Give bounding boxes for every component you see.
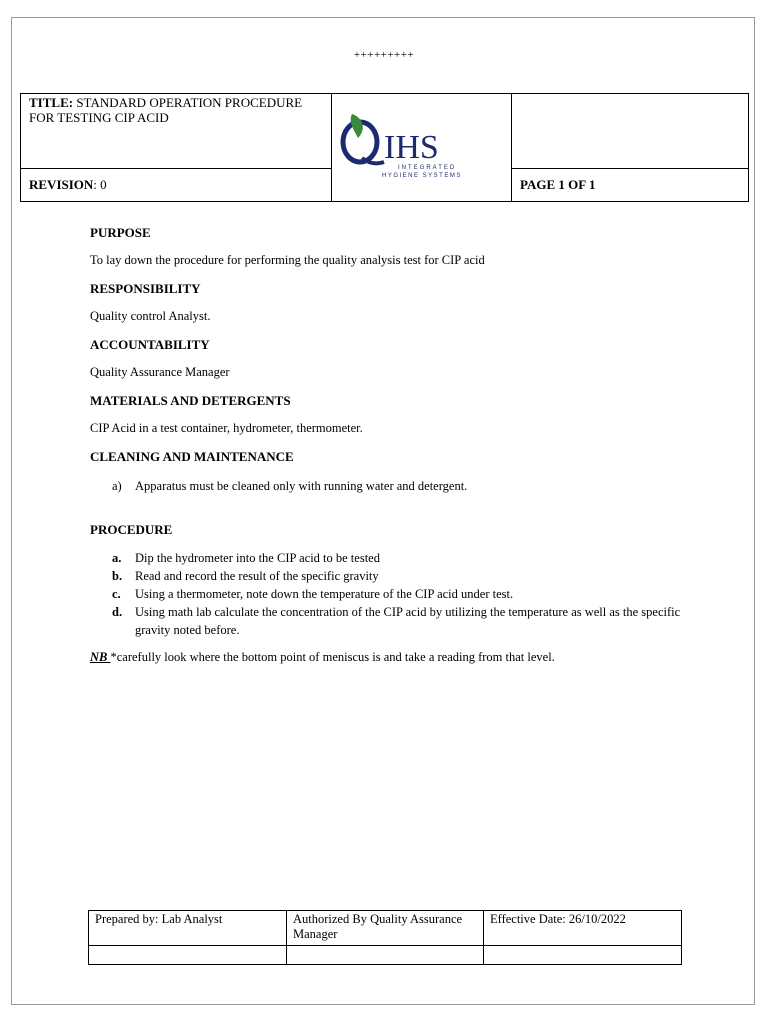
title-text: STANDARD OPERATION PROCEDURE FOR TESTING CIP ACID — [29, 95, 303, 125]
page-cell — [512, 169, 749, 202]
logo-brand: IHS — [384, 128, 439, 166]
materials-text: CIP Acid in a test container, hydrometer, thermometer. — [90, 421, 363, 435]
note-paragraph — [90, 650, 555, 665]
list-item-text: Dip the hydrometer into the CIP acid to be tested — [135, 551, 380, 565]
list-marker: a. — [112, 551, 122, 565]
procedure-heading: PROCEDURE — [90, 522, 173, 537]
logo-line1: INTEGRATED — [398, 164, 457, 171]
document-header-table — [20, 93, 749, 202]
procedure-list — [90, 549, 690, 639]
signature-cell — [287, 946, 484, 965]
logo-tail-icon — [362, 158, 384, 163]
materials-heading: MATERIALS AND DETERGENTS — [90, 393, 291, 408]
list-item-text: Apparatus must be cleaned only with running water and detergent. — [135, 479, 468, 493]
list-marker: d. — [112, 605, 123, 619]
list-item-text: Using math lab calculate the concentration of the CIP acid by utilizing the temperature as well as the specific gravity noted before. — [135, 605, 681, 637]
list-marker: b. — [112, 569, 123, 583]
signature-cell — [89, 946, 287, 965]
list-item — [90, 603, 690, 639]
accountability-text: Quality Assurance Manager — [90, 365, 230, 379]
logo-leaf-icon — [351, 114, 363, 138]
list-marker: c. — [112, 587, 121, 601]
effective-date-cell: Effective Date: 26/10/2022 — [484, 911, 682, 946]
cleaning-list — [90, 477, 690, 495]
signature-cell — [484, 946, 682, 965]
responsibility-heading: RESPONSIBILITY — [90, 281, 201, 296]
logo-cell — [332, 94, 512, 202]
list-item-text: Read and record the result of the specific gravity — [135, 569, 379, 583]
company-logo — [332, 108, 472, 188]
title-cell — [21, 94, 332, 169]
list-item — [90, 477, 690, 495]
note-text: *carefully look where the bottom point of meniscus is and take a reading from that level. — [110, 650, 555, 664]
approval-table — [88, 910, 682, 965]
header-mark: +++++++++ — [353, 49, 415, 61]
revision-label: REVISION — [29, 177, 94, 192]
responsibility-text: Quality control Analyst. — [90, 309, 211, 323]
title-label: TITLE: — [29, 95, 74, 110]
page-label: PAGE 1 OF 1 — [520, 177, 596, 192]
purpose-heading: PURPOSE — [90, 225, 151, 240]
cleaning-heading: CLEANING AND MAINTENANCE — [90, 449, 294, 464]
purpose-text: To lay down the procedure for performing the quality analysis test for CIP acid — [90, 253, 485, 267]
logo-line2: HYGIENE SYSTEMS — [382, 172, 462, 179]
list-item — [90, 567, 690, 585]
revision-cell — [21, 169, 332, 202]
list-item-text: Using a thermometer, note down the temperature of the CIP acid under test. — [135, 587, 514, 601]
blank-header-cell — [512, 94, 749, 169]
accountability-heading: ACCOUNTABILITY — [90, 337, 210, 352]
list-marker: a) — [112, 479, 122, 493]
list-item — [90, 549, 690, 567]
revision-value: : 0 — [93, 177, 107, 192]
list-item — [90, 585, 690, 603]
authorized-by-cell: Authorized By Quality Assurance Manager — [287, 911, 484, 946]
prepared-by-cell: Prepared by: Lab Analyst — [89, 911, 287, 946]
note-label: NB — [90, 650, 111, 664]
